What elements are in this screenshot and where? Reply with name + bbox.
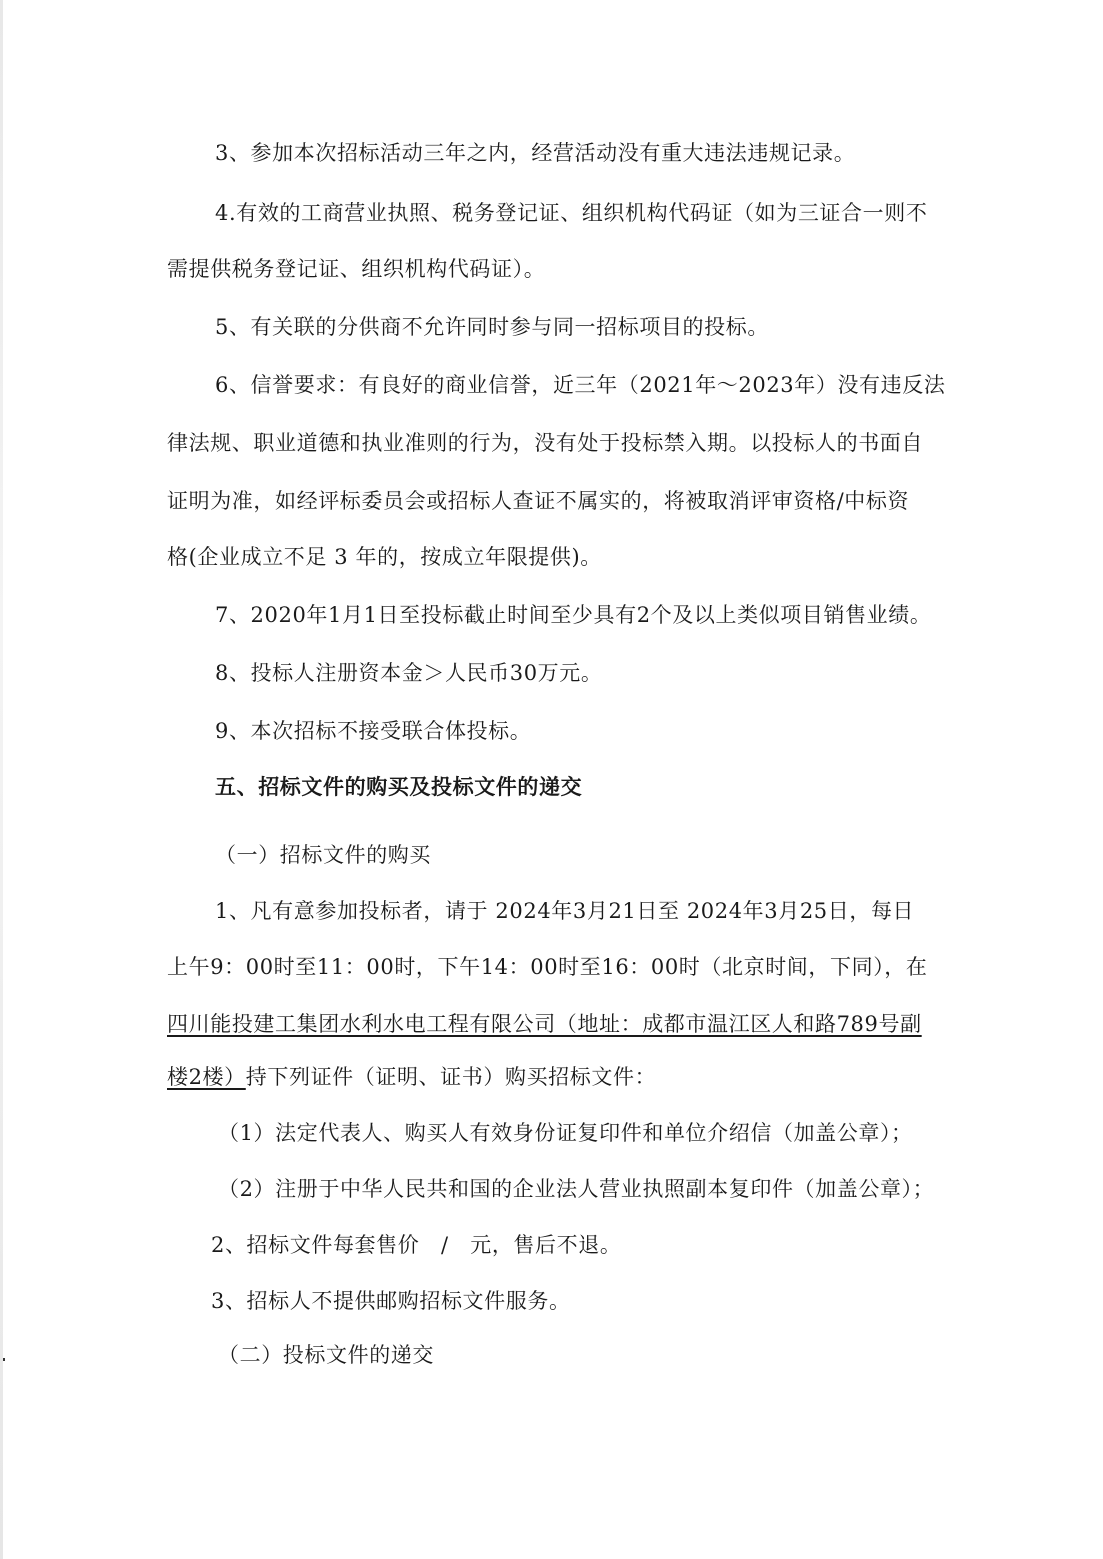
subsection-title-purchase: （一）招标文件的购买 xyxy=(215,843,431,867)
paragraph-item-6-line1: 6、信誉要求：有良好的商业信誉，近三年（2021年～2023年）没有违反法 xyxy=(215,373,946,397)
requirement-1: （1）法定代表人、购买人有效身份证复印件和单位介绍信（加盖公章）； xyxy=(218,1121,913,1145)
seller-address: 四川能投建工集团水利水电工程有限公司（地址：成都市温江区人和路789号副 xyxy=(167,1012,922,1036)
purchase-item-2: 2、招标文件每套售价 / 元，售后不退。 xyxy=(211,1233,622,1257)
seller-address-end: 楼2楼） xyxy=(167,1065,246,1089)
section-heading: 五、招标文件的购买及投标文件的递交 xyxy=(215,775,583,799)
paragraph-item-4-line1: 4.有效的工商营业执照、税务登记证、组织机构代码证（如为三证合一则不 xyxy=(215,201,928,225)
subsection-title-submission: （二）投标文件的递交 xyxy=(218,1343,434,1367)
paragraph-item-5: 5、有关联的分供商不允许同时参与同一招标项目的投标。 xyxy=(215,315,769,339)
purchase-item-1-line3 xyxy=(0,1010,1103,1038)
paragraph-item-4-line2: 需提供税务登记证、组织机构代码证）。 xyxy=(167,257,546,281)
purchase-item-1-line2: 上午9：00时至11：00时，下午14：00时至16：00时（北京时间，下同），在 xyxy=(167,955,928,979)
paragraph-item-6-line2: 律法规、职业道德和执业准则的行为，没有处于投标禁入期。以投标人的书面自 xyxy=(167,431,923,455)
paragraph-item-7: 7、2020年1月1日至投标截止时间至少具有2个及以上类似项目销售业绩。 xyxy=(215,603,932,627)
purchase-item-3: 3、招标人不提供邮购招标文件服务。 xyxy=(211,1289,571,1313)
purchase-item-1-line4: 楼2楼）持下列证件（证明、证书）购买招标文件： xyxy=(167,1065,657,1089)
paragraph-item-3: 3、参加本次招标活动三年之内，经营活动没有重大违法违规记录。 xyxy=(215,141,856,165)
purchase-item-1-line1: 1、凡有意参加投标者，请于 2024年3月21日至 2024年3月25日，每日 xyxy=(215,899,915,923)
paragraph-item-6-line4: 格(企业成立不足 3 年的，按成立年限提供)。 xyxy=(167,545,602,569)
requirement-2: （2）注册于中华人民共和国的企业法人营业执照副本复印件（加盖公章）； xyxy=(218,1177,935,1201)
paragraph-item-8: 8、投标人注册资本金＞人民币30万元。 xyxy=(215,661,603,685)
paragraph-item-6-line3: 证明为准，如经评标委员会或招标人查证不属实的，将被取消评审资格/中标资 xyxy=(167,489,910,513)
paragraph-item-9: 9、本次招标不接受联合体投标。 xyxy=(215,719,532,743)
